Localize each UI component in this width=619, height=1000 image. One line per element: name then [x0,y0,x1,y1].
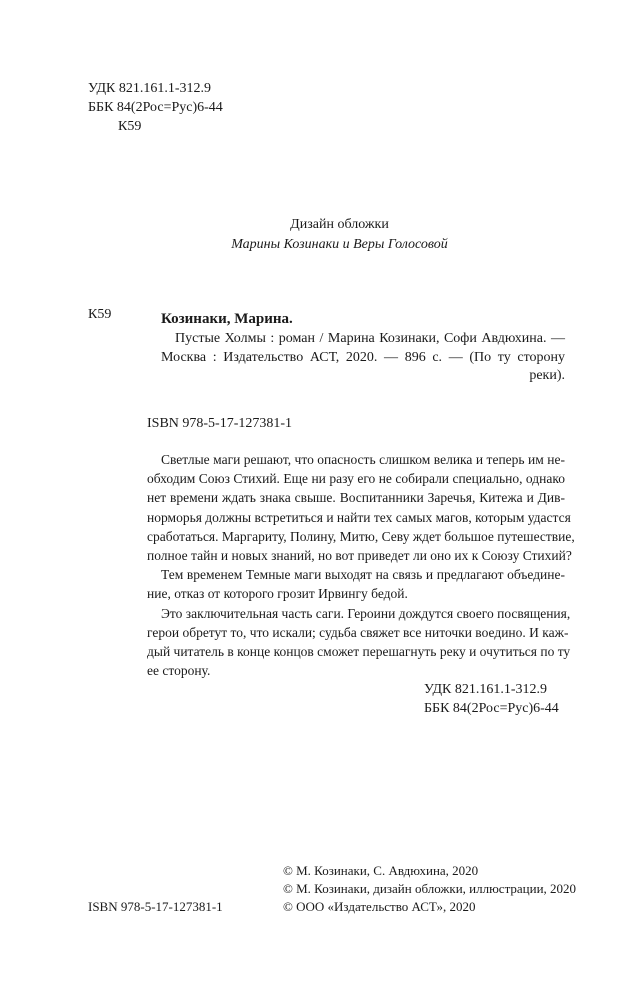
udk-code-top: УДК 821.161.1-312.9 [88,81,212,96]
author-heading: Козинаки, Марина. [161,311,293,327]
annotation-line: норморья должны встретиться и найти тех самых магов, которым удастся [147,509,571,525]
annotation-line: герои обретут то, что искали; судьба свяжет все ниточки воедино. И каж- [147,624,569,640]
copyright-authors: © М. Козинаки, С. Авдюхина, 2020 [283,863,479,878]
author-code-entry: К59 [88,307,112,322]
author-code-top: К59 [118,119,142,134]
bbk-code-top: ББК 84(2Рос=Рус)6-44 [88,100,223,115]
annotation-line: ее сторону. [147,663,211,679]
udk-code-bottom: УДК 821.161.1-312.9 [424,682,548,697]
annotation [147,450,575,680]
annotation-line: нет времени ждать знака свыше. Воспитанники Заречья, Китежа и Див- [147,490,565,506]
annotation-line: Светлые маги решают, что опасность слишком велика и теперь им не- [161,452,565,467]
bibliographic-description [161,330,565,386]
cover-designers: Марины Козинаки и Веры Голосовой [231,237,448,252]
isbn-footer: ISBN 978-5-17-127381-1 [88,899,223,914]
copyright-cover: © М. Козинаки, дизайн обложки, иллюстрации, 2020 [283,881,577,896]
biblio-line: Пустые Холмы : роман / Марина Козинаки, Софи Авдюхина. — [175,331,565,346]
biblio-line: реки). [529,368,565,383]
annotation-line: дый читатель в конце концов сможет перешагнуть реку и очутиться по ту [147,644,571,660]
biblio-line: Москва : Издательство АСТ, 2020. — 896 с. — (По ту сторону [161,349,565,365]
copyright-publisher: © ООО «Издательство АСТ», 2020 [283,899,476,914]
annotation-line: Тем временем Темные маги выходят на связь и предлагают объедине- [161,567,565,583]
annotation-line: Это заключительная часть саги. Героини дождутся своего посвящения, [161,605,571,621]
annotation-line: сработаться. Маргариту, Полину, Митю, Севу ждет большое путешествие, [147,528,575,544]
cover-design-label: Дизайн обложки [290,217,389,232]
annotation-line: обходим Союз Стихий. Еще ни разу его не собирали специально, однако [147,471,565,487]
annotation-line: ние, отказ от которого грозит Ирвингу бедой. [147,586,408,602]
isbn-entry: ISBN 978-5-17-127381-1 [147,416,293,431]
annotation-line: полное тайн и новых знаний, но вот приведет ли оно их к Союзу Стихий? [147,548,572,564]
bbk-code-bottom: ББК 84(2Рос=Рус)6-44 [424,701,559,716]
